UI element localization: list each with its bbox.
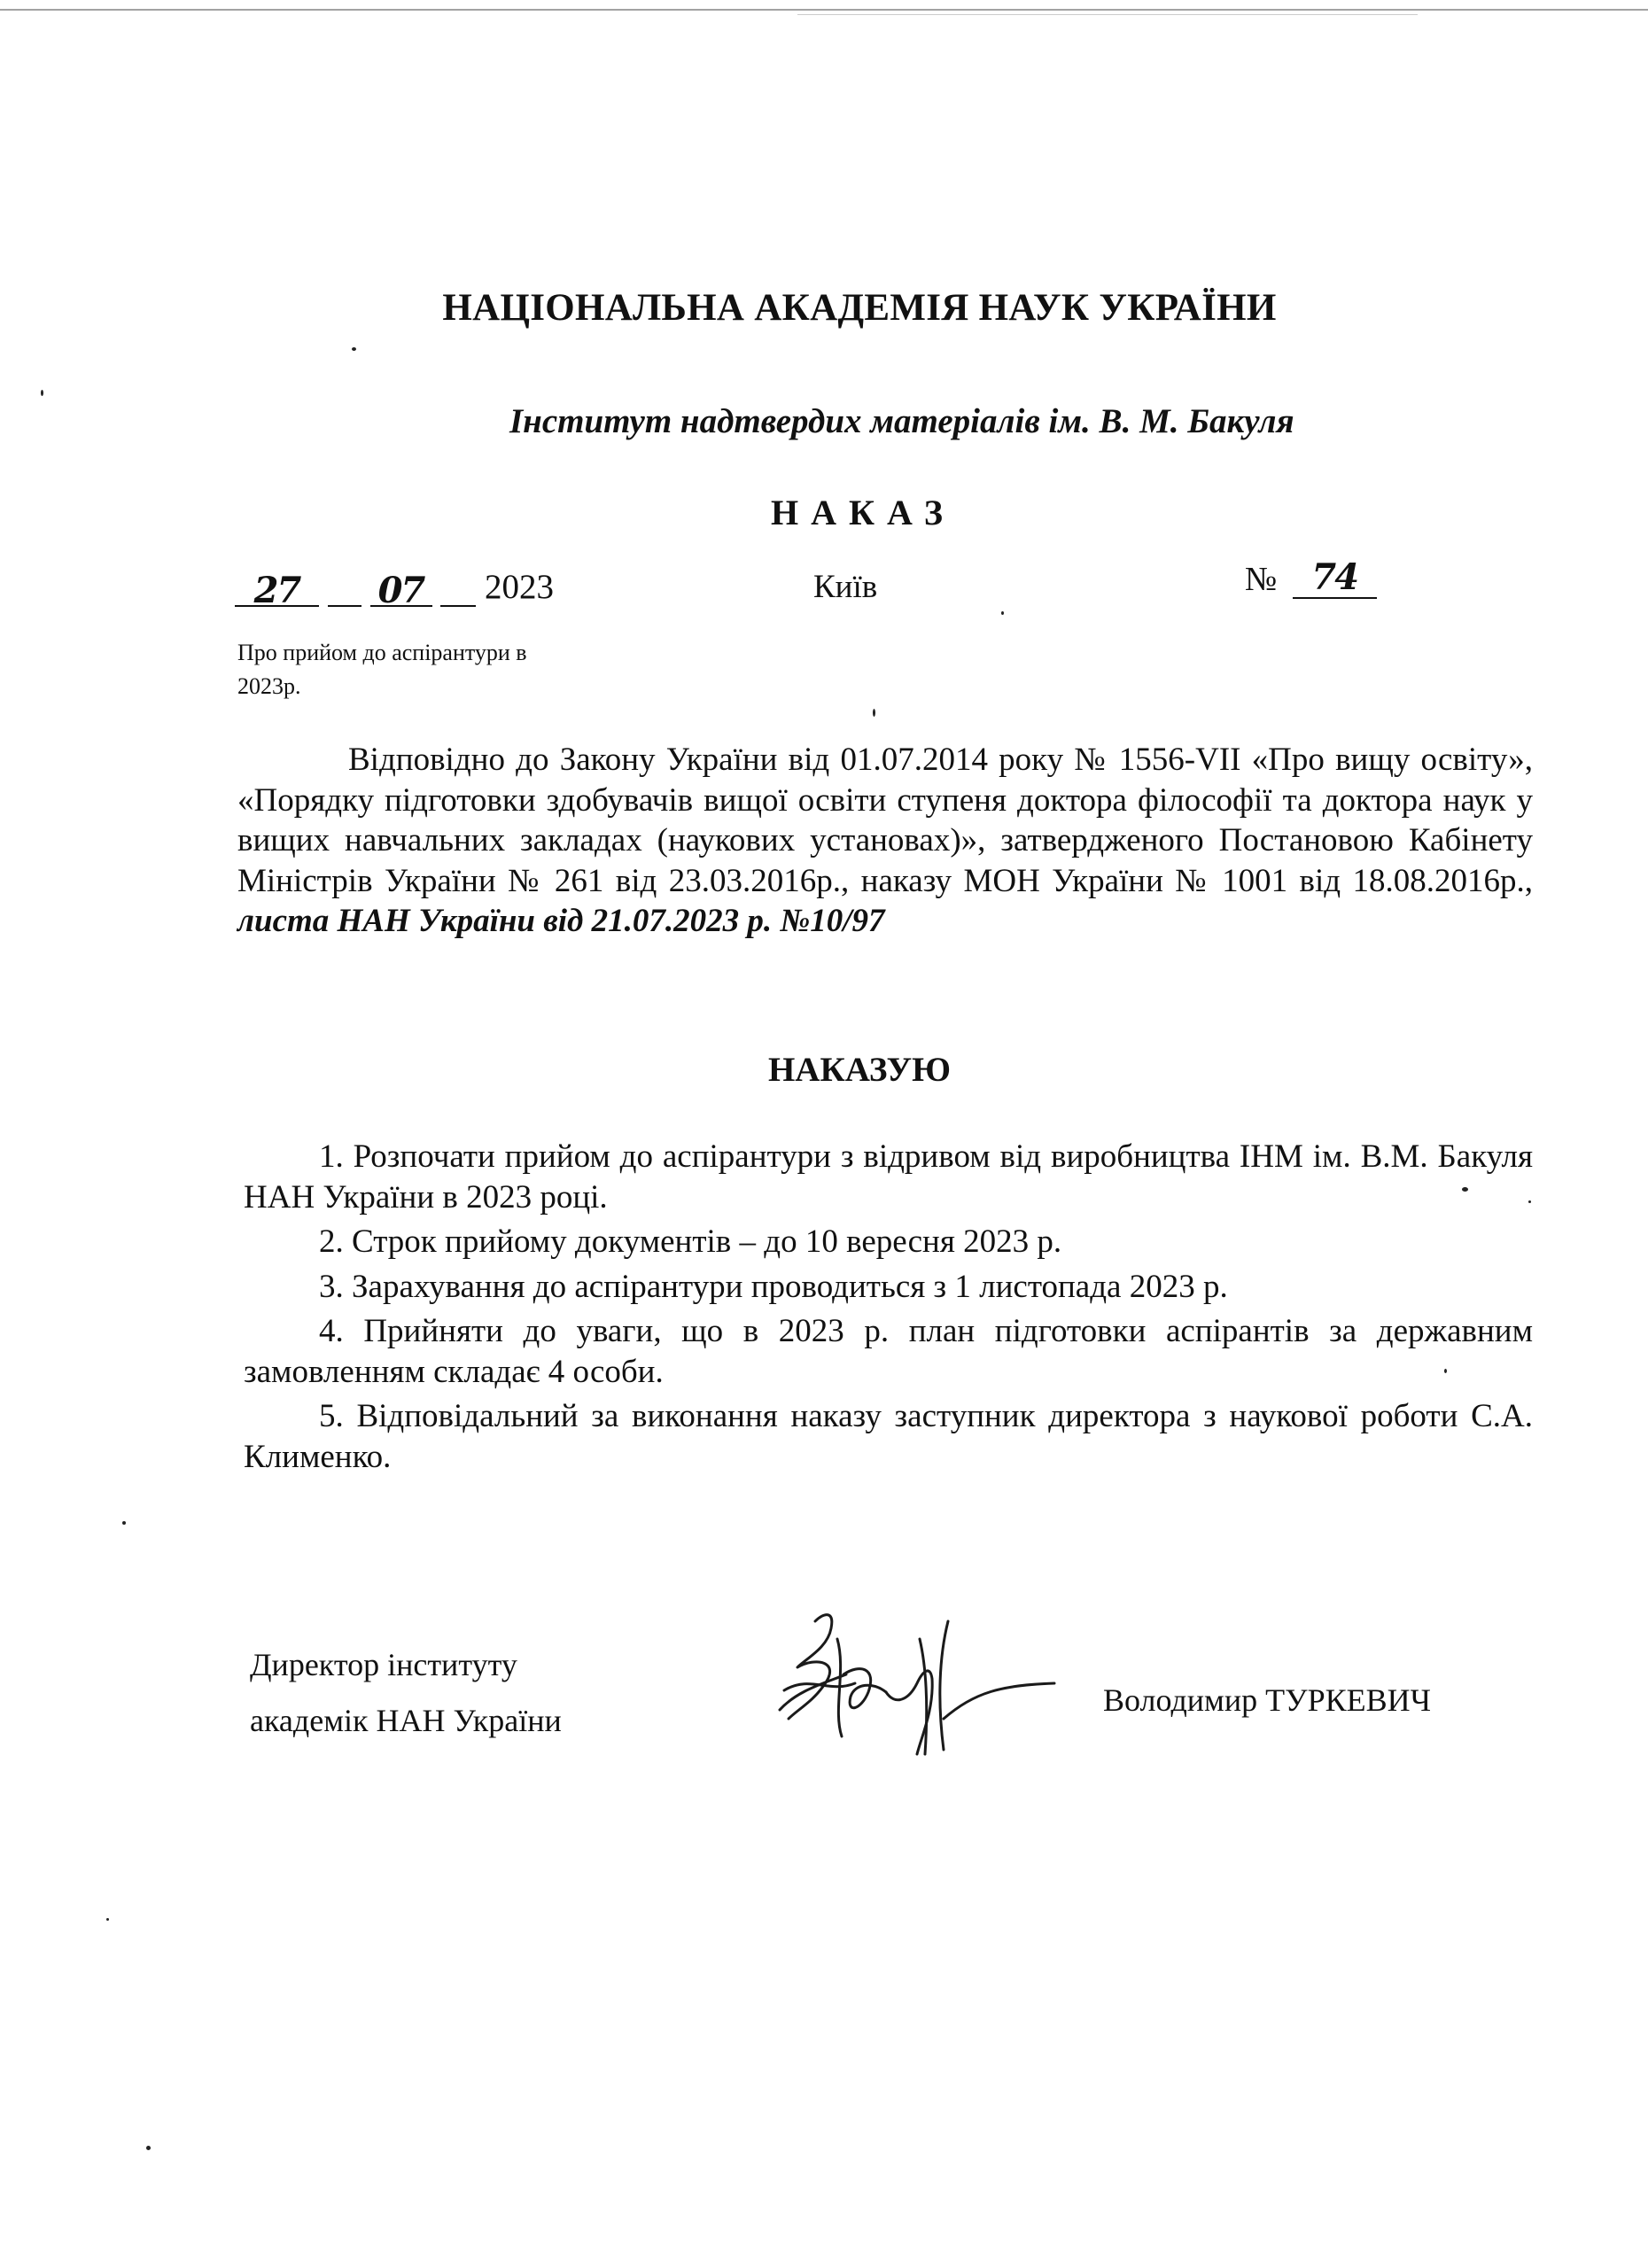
scan-speck: [352, 347, 356, 351]
document-type: НАКАЗ: [771, 493, 956, 532]
date-separator-line: [328, 570, 361, 607]
city: Київ: [813, 569, 878, 605]
signatory-name: Володимир ТУРКЕВИЧ: [1103, 1682, 1432, 1718]
number-value: 74: [1293, 556, 1377, 599]
date-day: 27: [235, 570, 319, 607]
institute-name: Інститут надтвердих матеріалів ім. В. М. Бакуля: [509, 402, 1294, 440]
order-items: [244, 1137, 1533, 1481]
scan-speck: [106, 1918, 109, 1921]
scan-edge-line: [797, 14, 1418, 15]
date-year: 2023: [485, 568, 554, 606]
signatory-position-line2: академік НАН України: [250, 1703, 562, 1738]
signatory-position: [250, 1637, 562, 1749]
order-item: 3. Зарахування до аспірантури проводиться з 1 листопада 2023 р.: [319, 1268, 1228, 1305]
scan-speck: [1001, 611, 1004, 615]
scan-edge-line: [0, 9, 1648, 11]
scan-speck: [146, 2146, 151, 2150]
date-month: 07: [370, 570, 432, 607]
order-subject: Про прийом до аспірантури в 2023р.: [237, 640, 527, 699]
order-number: [1245, 556, 1377, 599]
order-item: 1. Розпочати прийом до аспірантури з відривом від виробництва ІНМ ім. В.М. Бакуля НАН України в 2023 році.: [244, 1138, 1533, 1216]
handwritten-signature: [762, 1586, 1081, 1763]
preamble-emphasis: листа НАН України від 21.07.2023 р. №10/97: [237, 903, 885, 939]
scan-speck: [122, 1521, 126, 1525]
number-sign: №: [1245, 561, 1278, 598]
date-separator-line: [440, 570, 476, 607]
scan-speck: [1444, 1369, 1447, 1373]
preamble: [237, 740, 1533, 942]
order-item: 5. Відповідальний за виконання наказу заступник директора з наукової роботи С.А. Клименко.: [244, 1398, 1533, 1475]
preamble-text: Відповідно до Закону України від 01.07.2014 року № 1556-VII «Про вищу освіту», «Порядку підготовки здобувачів вищої освіти ступеня доктора філософії та доктора наук у вищих навчальних закладах (наукових установах)», затвердженого Постановою Кабінету Міністрів України № 261 від 23.03.2016р., наказу МОН України № 1001 від 18.08.2016р.,: [237, 742, 1533, 899]
order-heading: НАКАЗУЮ: [767, 1051, 952, 1089]
organization-title: НАЦІОНАЛЬНА АКАДЕМІЯ НАУК УКРАЇНИ: [442, 287, 1277, 329]
scan-speck: [873, 709, 875, 717]
scan-speck: [41, 390, 43, 396]
signatory-position-line1: Директор інституту: [250, 1647, 517, 1682]
scan-speck: [1528, 1200, 1531, 1203]
order-item: 4. Прийняти до уваги, що в 2023 р. план підготовки аспірантів за державним замовленням складає 4 особи.: [244, 1313, 1533, 1390]
order-item: 2. Строк прийому документів – до 10 вересня 2023 р.: [319, 1223, 1062, 1260]
order-date: [235, 567, 554, 611]
scan-speck: [1462, 1187, 1468, 1192]
